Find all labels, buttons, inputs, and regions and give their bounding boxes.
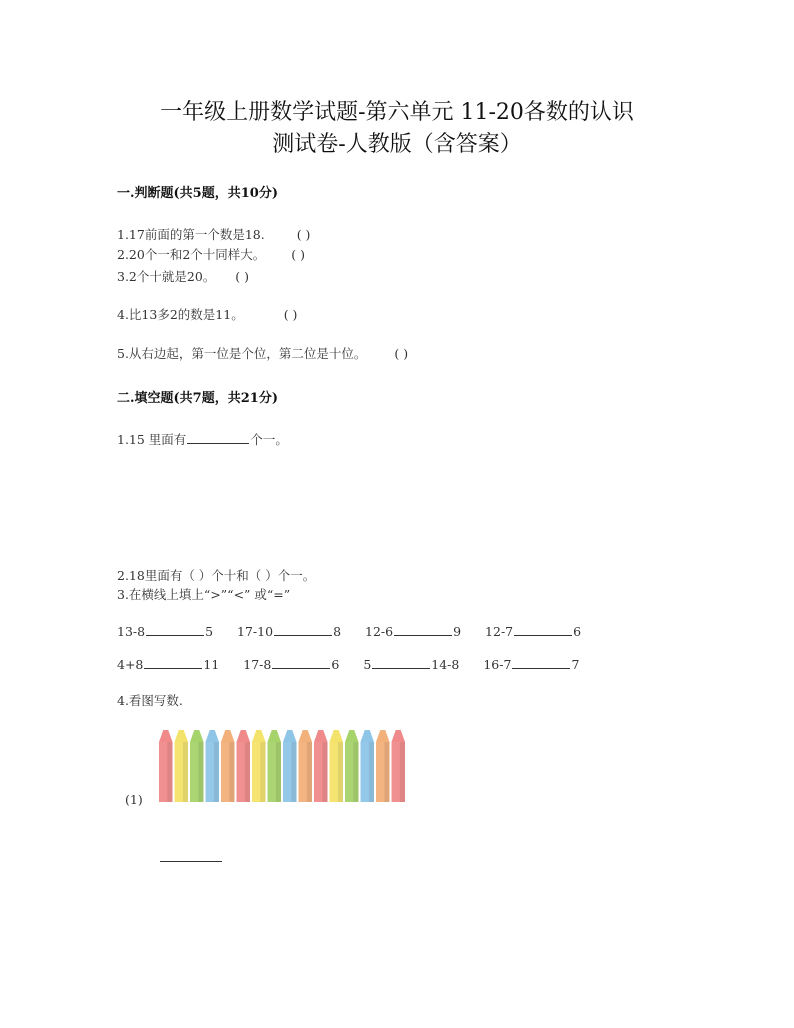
answer-bracket[interactable]: ( ) [235, 269, 250, 284]
compare-right: 14-8 [431, 657, 460, 672]
question-text-after: 个一。 [250, 432, 288, 447]
answer-blank[interactable] [512, 656, 570, 669]
question-text: 5.从右边起，第一位是个位，第二位是十位。 [117, 346, 367, 361]
fill-question-3: 3.在横线上填上“>”“<” 或“=” [117, 587, 291, 602]
answer-blank[interactable] [514, 623, 572, 636]
chalk-stick [268, 730, 282, 802]
compare-row-2 [117, 656, 579, 672]
compare-item [485, 623, 581, 639]
compare-left: 5 [363, 657, 372, 672]
chalk-illustration [158, 728, 406, 804]
tf-question-3 [117, 267, 249, 285]
fill-question-1 [117, 430, 288, 448]
chalk-stick [159, 730, 173, 802]
compare-item [117, 656, 219, 672]
compare-left: 17-8 [243, 657, 272, 672]
compare-right: 6 [573, 624, 582, 639]
chalk-stick [345, 730, 359, 802]
tf-question-1 [117, 225, 310, 243]
page-title-line-2: 测试卷-人教版（含答案） [272, 132, 522, 157]
compare-left: 12-7 [485, 624, 514, 639]
chalk-stick [392, 730, 406, 802]
compare-left: 12-6 [365, 624, 394, 639]
compare-right: 6 [331, 657, 340, 672]
compare-item [117, 623, 213, 639]
question-text: 3.2个十就是20。 [117, 269, 216, 284]
answer-blank[interactable] [394, 623, 452, 636]
page-title-line-1: 一年级上册数学试题-第六单元 11-20各数的认识 [160, 100, 634, 125]
chalk-stick [221, 730, 235, 802]
answer-blank[interactable] [144, 656, 202, 669]
chalk-stick [361, 730, 375, 802]
chalk-stick [175, 730, 189, 802]
answer-blank[interactable] [272, 656, 330, 669]
chalk-stick [376, 730, 390, 802]
compare-right: 11 [203, 657, 220, 672]
chalk-stick [314, 730, 328, 802]
answer-blank[interactable] [146, 623, 204, 636]
question-text-before: 1.15 里面有 [117, 432, 187, 447]
compare-item [363, 656, 459, 672]
answer-bracket[interactable]: ( ) [283, 307, 298, 322]
question-text: 1.17前面的第一个数是18. [117, 227, 265, 242]
compare-right: 8 [333, 624, 342, 639]
chalk-stick [330, 730, 344, 802]
fill-question-2: 2.18里面有（ ）个十和（ ）个一。 [117, 568, 316, 583]
compare-left: 4+8 [117, 657, 144, 672]
chalk-stick [237, 730, 251, 802]
compare-left: 16-7 [483, 657, 512, 672]
chalk-stick [252, 730, 266, 802]
compare-right: 9 [453, 624, 462, 639]
compare-left: 13-8 [117, 624, 146, 639]
question-text: 4.比13多2的数是11。 [117, 307, 244, 322]
compare-right: 5 [205, 624, 214, 639]
chalk-stick [206, 730, 220, 802]
tf-question-2 [117, 245, 305, 263]
section-1-heading: 一.判断题(共5题，共10分) [117, 186, 278, 201]
chalk-picture [158, 728, 406, 804]
compare-item [237, 623, 341, 639]
tf-question-4 [117, 305, 297, 323]
sub-question-label: (1) [125, 792, 143, 807]
chalk-stick [299, 730, 313, 802]
question-text: 2.20个一和2个十同样大。 [117, 247, 266, 262]
answer-blank[interactable] [274, 623, 332, 636]
answer-blank[interactable] [160, 861, 222, 862]
compare-item [365, 623, 461, 639]
chalk-stick [190, 730, 204, 802]
answer-blank[interactable] [187, 431, 249, 444]
answer-bracket[interactable]: ( ) [296, 227, 311, 242]
section-2-heading: 二.填空题(共7题，共21分) [117, 391, 278, 406]
compare-item [243, 656, 339, 672]
answer-bracket[interactable]: ( ) [291, 247, 306, 262]
compare-row-1 [117, 623, 581, 639]
tf-question-5 [117, 344, 408, 362]
answer-blank[interactable] [372, 656, 430, 669]
answer-bracket[interactable]: ( ) [394, 346, 409, 361]
chalk-stick [283, 730, 297, 802]
compare-item [483, 656, 579, 672]
compare-right: 7 [571, 657, 580, 672]
compare-left: 17-10 [237, 624, 274, 639]
fill-question-4: 4.看图写数. [117, 693, 183, 708]
